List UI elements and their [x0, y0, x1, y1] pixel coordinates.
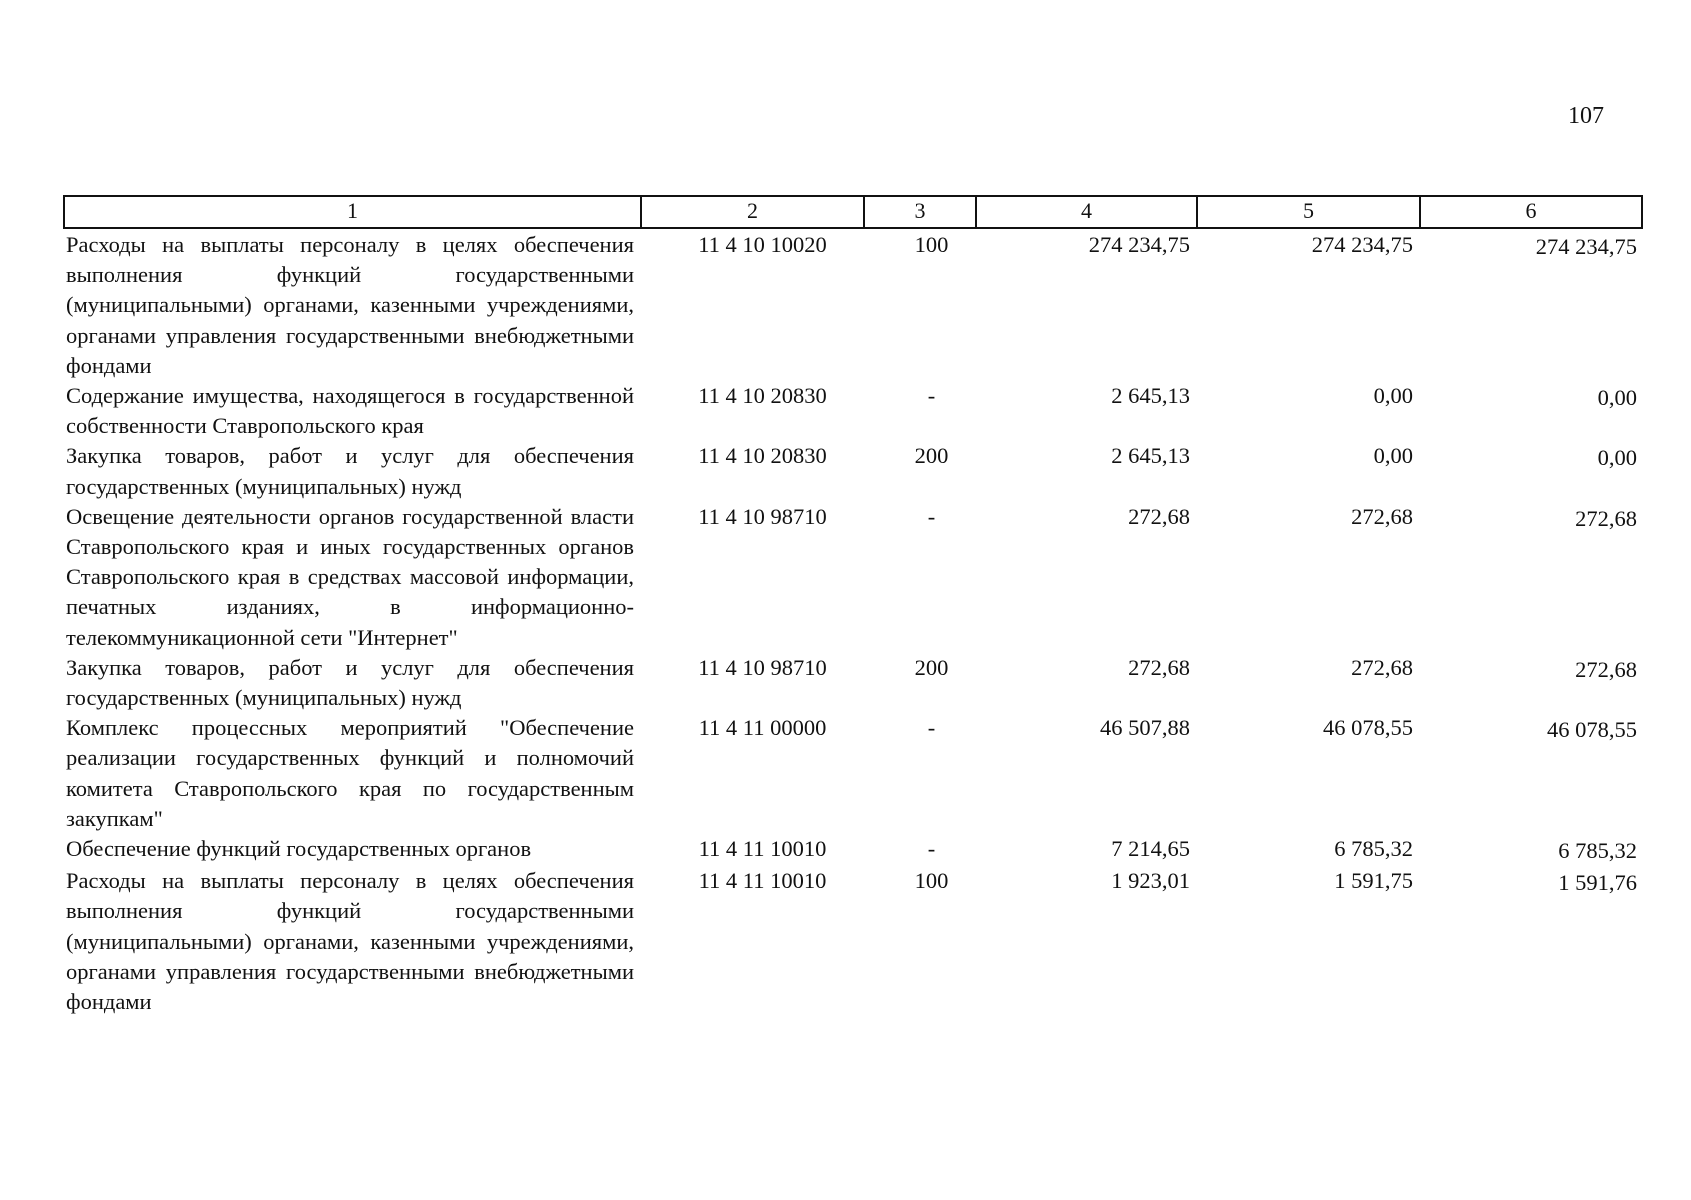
row-target-code: 11 4 11 10010	[698, 868, 827, 894]
row-expense-type: 100	[914, 232, 949, 257]
row-amount-col6: 272,68	[1575, 656, 1637, 682]
row-amount-col5: 46 078,55	[1323, 715, 1413, 741]
row-target-code: 11 4 10 10020	[698, 232, 827, 257]
table-row	[63, 441, 1643, 501]
row-expense-type: -	[927, 836, 936, 862]
row-amount-col4: 7 214,65	[1111, 836, 1190, 862]
row-amount-col6: 46 078,55	[1547, 717, 1637, 743]
row-amount-col4: 272,68	[1128, 503, 1190, 529]
row-amount-col4: 2 645,13	[1111, 383, 1190, 409]
row-amount-col4: 272,68	[1128, 654, 1190, 680]
column-header-4: 4	[975, 197, 1196, 227]
table-row	[63, 834, 1643, 866]
row-description: Комплекс процессных мероприятий "Обеспечение реализации государственных функций и полномочий комитета Ставропольского края по государственным закупкам"	[66, 715, 634, 831]
row-amount-col6: 274 234,75	[1535, 234, 1637, 259]
table-row	[63, 653, 1643, 713]
row-expense-type: -	[927, 503, 936, 529]
row-amount-col4: 2 645,13	[1111, 443, 1190, 469]
row-description: Расходы на выплаты персоналу в целях обеспечения выполнения функций государственными (муниципальными) органами, казенными учреждениями, органами управления государственными внебюджетными фондами	[66, 232, 634, 378]
row-target-code: 11 4 10 20830	[698, 443, 827, 469]
row-target-code: 11 4 10 98710	[698, 654, 827, 680]
page-number: 107	[1568, 103, 1604, 129]
table-body	[63, 230, 1643, 1017]
row-expense-type: 200	[914, 443, 949, 469]
row-target-code: 11 4 11 10010	[698, 836, 827, 862]
column-header-6: 6	[1419, 197, 1643, 227]
row-amount-col5: 1 591,75	[1334, 868, 1413, 894]
row-target-code: 11 4 10 20830	[698, 383, 827, 409]
row-description: Содержание имущества, находящегося в государственной собственности Ставропольского края	[66, 383, 634, 439]
row-amount-col4: 274 234,75	[1088, 232, 1190, 257]
row-expense-type: 200	[914, 654, 949, 680]
row-amount-col5: 272,68	[1351, 503, 1413, 529]
table-row	[63, 381, 1643, 441]
row-amount-col4: 1 923,01	[1111, 868, 1190, 894]
row-description: Закупка товаров, работ и услуг для обеспечения государственных (муниципальных) нужд	[66, 654, 634, 711]
table-row	[63, 866, 1643, 1017]
row-amount-col6: 1 591,76	[1558, 870, 1637, 896]
row-amount-col6: 0,00	[1597, 445, 1637, 471]
row-expense-type: 100	[914, 868, 949, 894]
row-target-code: 11 4 11 00000	[698, 715, 827, 741]
row-description: Расходы на выплаты персоналу в целях обеспечения выполнения функций государственными (муниципальными) органами, казенными учреждениями, органами управления государственными внебюджетными фондами	[66, 868, 634, 1015]
row-amount-col5: 0,00	[1373, 383, 1413, 409]
row-expense-type: -	[927, 715, 936, 741]
column-header-1: 1	[63, 197, 640, 227]
row-amount-col5: 274 234,75	[1311, 232, 1413, 257]
column-header-3: 3	[863, 197, 975, 227]
table-row	[63, 713, 1643, 834]
row-amount-col6: 0,00	[1597, 385, 1637, 411]
row-description: Освещение деятельности органов государственной власти Ставропольского края и иных государственных органов Ставропольского края в средствах массовой информации, печатных изданиях, в информационно-телекоммуникационной сети "Интернет"	[66, 503, 634, 650]
row-expense-type: -	[927, 383, 936, 409]
row-amount-col5: 6 785,32	[1334, 836, 1413, 862]
row-description: Обеспечение функций государственных органов	[66, 836, 532, 862]
column-header-2: 2	[640, 197, 863, 227]
row-target-code: 11 4 10 98710	[698, 503, 827, 529]
row-amount-col6: 6 785,32	[1558, 838, 1637, 864]
row-amount-col5: 272,68	[1351, 654, 1413, 680]
row-amount-col6: 272,68	[1575, 505, 1637, 531]
table-row	[63, 502, 1643, 653]
row-amount-col5: 0,00	[1373, 443, 1413, 469]
table-header-row	[63, 195, 1643, 229]
row-description: Закупка товаров, работ и услуг для обеспечения государственных (муниципальных) нужд	[66, 443, 634, 499]
column-header-5: 5	[1196, 197, 1419, 227]
table-row	[63, 230, 1643, 381]
row-amount-col4: 46 507,88	[1100, 715, 1190, 741]
